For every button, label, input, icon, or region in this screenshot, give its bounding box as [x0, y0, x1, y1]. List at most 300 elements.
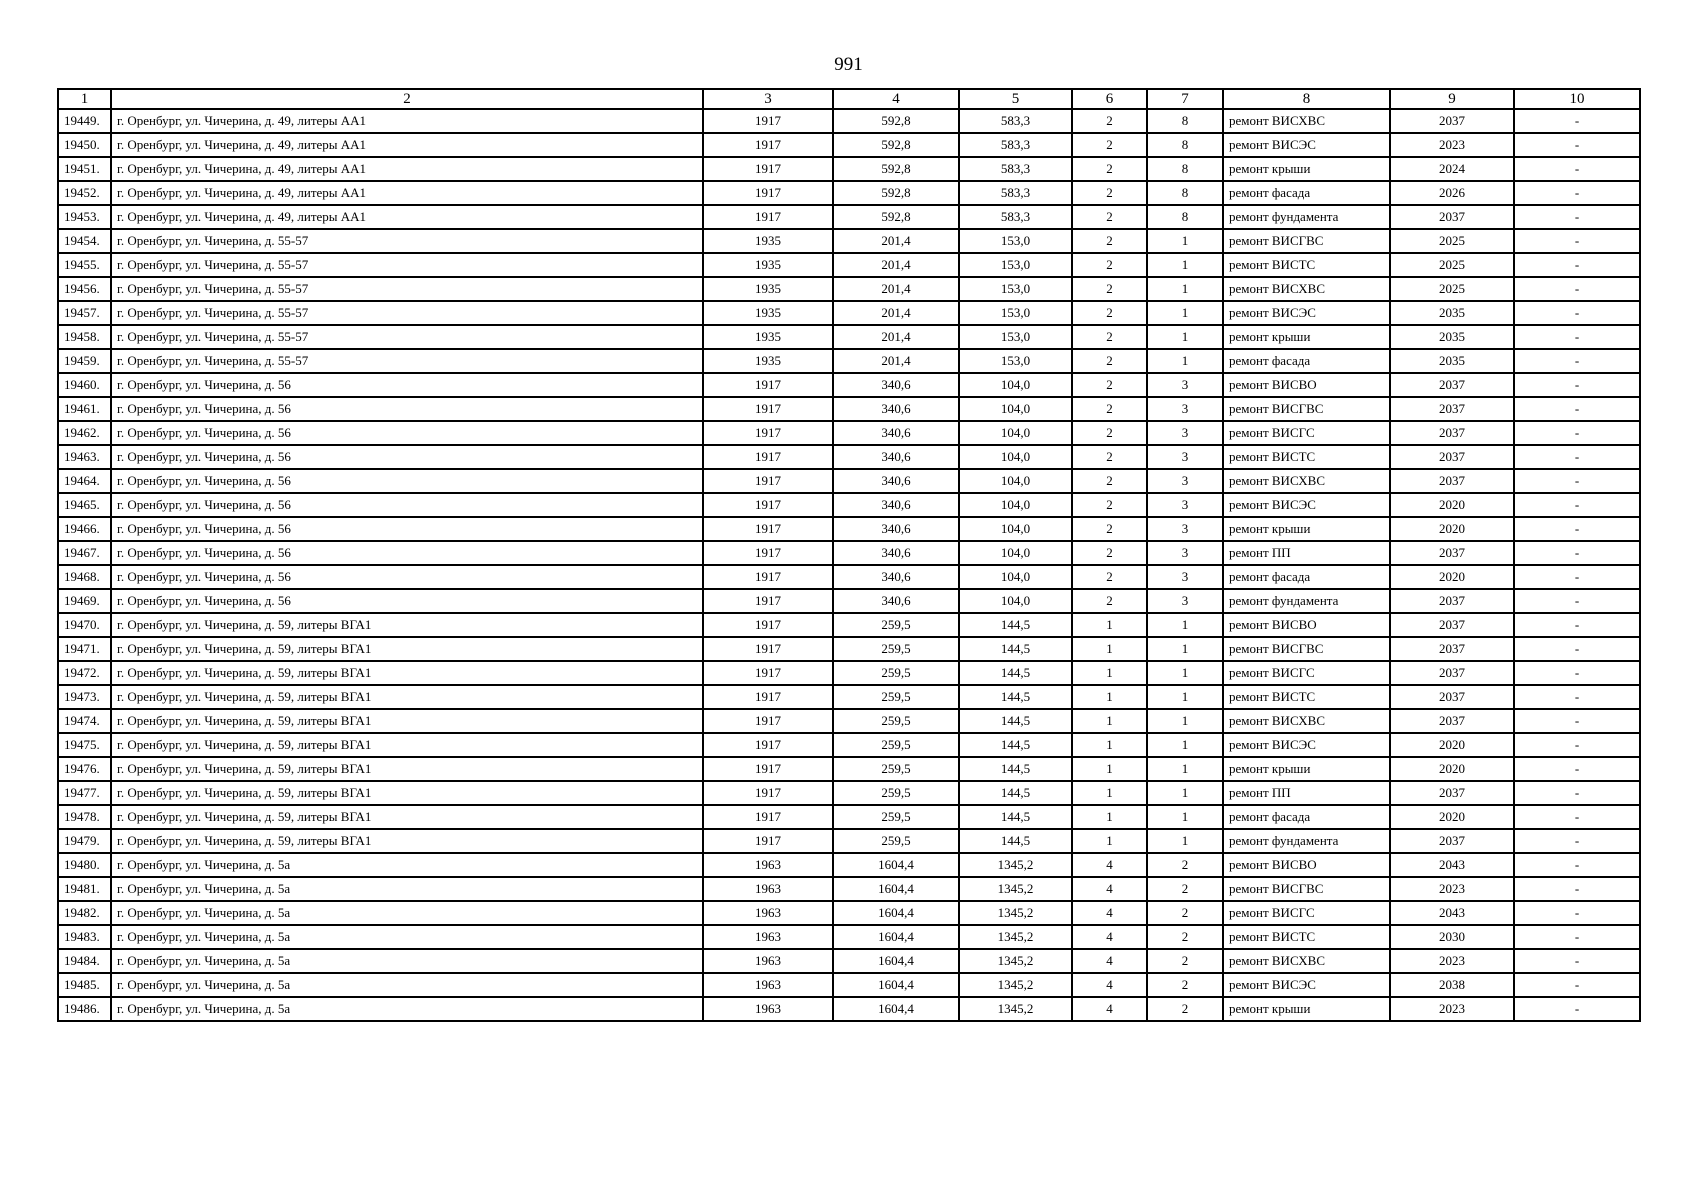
cell-planned-year: 2037 — [1390, 397, 1514, 421]
cell-address: г. Оренбург, ул. Чичерина, д. 56 — [111, 373, 703, 397]
cell-row-number: 19476. — [58, 757, 111, 781]
cell-total-area: 340,6 — [833, 493, 959, 517]
cell-planned-year: 2037 — [1390, 421, 1514, 445]
cell-living-area: 144,5 — [959, 613, 1072, 637]
cell-living-area: 104,0 — [959, 373, 1072, 397]
cell-living-area: 1345,2 — [959, 877, 1072, 901]
cell-work-type: ремонт крыши — [1223, 325, 1390, 349]
cell-work-type: ремонт ВИСХВС — [1223, 109, 1390, 133]
cell-living-area: 153,0 — [959, 301, 1072, 325]
cell-planned-year: 2037 — [1390, 589, 1514, 613]
cell-planned-year: 2043 — [1390, 853, 1514, 877]
cell-planned-year: 2037 — [1390, 445, 1514, 469]
cell-address: г. Оренбург, ул. Чичерина, д. 59, литеры ВГА1 — [111, 613, 703, 637]
cell-apartments: 8 — [1147, 109, 1223, 133]
cell-planned-year: 2023 — [1390, 949, 1514, 973]
column-header: 6 — [1072, 89, 1147, 109]
cell-year-built: 1917 — [703, 637, 833, 661]
column-header: 5 — [959, 89, 1072, 109]
cell-row-number: 19466. — [58, 517, 111, 541]
table-row — [58, 517, 1640, 541]
cell-floors: 4 — [1072, 925, 1147, 949]
cell-living-area: 583,3 — [959, 181, 1072, 205]
cell-floors: 1 — [1072, 613, 1147, 637]
cell-living-area: 153,0 — [959, 277, 1072, 301]
cell-planned-year: 2037 — [1390, 661, 1514, 685]
cell-year-built: 1935 — [703, 325, 833, 349]
cell-note: - — [1514, 373, 1640, 397]
cell-address: г. Оренбург, ул. Чичерина, д. 59, литеры ВГА1 — [111, 781, 703, 805]
cell-note: - — [1514, 469, 1640, 493]
cell-year-built: 1917 — [703, 397, 833, 421]
cell-planned-year: 2023 — [1390, 877, 1514, 901]
cell-total-area: 592,8 — [833, 181, 959, 205]
cell-floors: 1 — [1072, 709, 1147, 733]
cell-apartments: 8 — [1147, 181, 1223, 205]
cell-work-type: ремонт ВИСГВС — [1223, 877, 1390, 901]
cell-note: - — [1514, 901, 1640, 925]
cell-work-type: ремонт фундамента — [1223, 205, 1390, 229]
cell-living-area: 153,0 — [959, 229, 1072, 253]
cell-living-area: 144,5 — [959, 733, 1072, 757]
cell-living-area: 583,3 — [959, 205, 1072, 229]
cell-row-number: 19472. — [58, 661, 111, 685]
cell-floors: 1 — [1072, 829, 1147, 853]
cell-total-area: 340,6 — [833, 469, 959, 493]
cell-row-number: 19477. — [58, 781, 111, 805]
cell-planned-year: 2025 — [1390, 229, 1514, 253]
cell-year-built: 1917 — [703, 421, 833, 445]
cell-work-type: ремонт ВИСХВС — [1223, 277, 1390, 301]
cell-work-type: ремонт крыши — [1223, 157, 1390, 181]
cell-total-area: 340,6 — [833, 541, 959, 565]
cell-living-area: 583,3 — [959, 133, 1072, 157]
cell-apartments: 2 — [1147, 925, 1223, 949]
cell-floors: 2 — [1072, 277, 1147, 301]
cell-note: - — [1514, 781, 1640, 805]
cell-apartments: 8 — [1147, 133, 1223, 157]
header-row — [58, 89, 1640, 109]
cell-row-number: 19486. — [58, 997, 111, 1021]
cell-total-area: 592,8 — [833, 109, 959, 133]
cell-apartments: 2 — [1147, 949, 1223, 973]
table-row — [58, 565, 1640, 589]
cell-note: - — [1514, 589, 1640, 613]
cell-note: - — [1514, 349, 1640, 373]
cell-year-built: 1963 — [703, 901, 833, 925]
cell-address: г. Оренбург, ул. Чичерина, д. 55-57 — [111, 301, 703, 325]
cell-work-type: ремонт ВИСГС — [1223, 421, 1390, 445]
table-row — [58, 373, 1640, 397]
cell-address: г. Оренбург, ул. Чичерина, д. 56 — [111, 493, 703, 517]
cell-work-type: ремонт ВИСХВС — [1223, 949, 1390, 973]
cell-living-area: 104,0 — [959, 541, 1072, 565]
cell-work-type: ремонт ВИСТС — [1223, 445, 1390, 469]
cell-floors: 2 — [1072, 541, 1147, 565]
repair-schedule-table — [57, 88, 1641, 1022]
cell-living-area: 1345,2 — [959, 853, 1072, 877]
cell-living-area: 144,5 — [959, 757, 1072, 781]
cell-apartments: 1 — [1147, 685, 1223, 709]
cell-work-type: ремонт фасада — [1223, 181, 1390, 205]
cell-address: г. Оренбург, ул. Чичерина, д. 59, литеры ВГА1 — [111, 733, 703, 757]
cell-row-number: 19451. — [58, 157, 111, 181]
cell-floors: 2 — [1072, 325, 1147, 349]
cell-address: г. Оренбург, ул. Чичерина, д. 49, литеры АА1 — [111, 181, 703, 205]
column-header: 7 — [1147, 89, 1223, 109]
cell-note: - — [1514, 517, 1640, 541]
cell-total-area: 259,5 — [833, 805, 959, 829]
column-header: 1 — [58, 89, 111, 109]
cell-total-area: 340,6 — [833, 445, 959, 469]
table-row — [58, 301, 1640, 325]
cell-apartments: 3 — [1147, 397, 1223, 421]
cell-planned-year: 2037 — [1390, 709, 1514, 733]
cell-work-type: ремонт ВИСЭС — [1223, 133, 1390, 157]
cell-address: г. Оренбург, ул. Чичерина, д. 56 — [111, 445, 703, 469]
table-row — [58, 877, 1640, 901]
table-row — [58, 661, 1640, 685]
cell-work-type: ремонт ВИСЭС — [1223, 301, 1390, 325]
cell-year-built: 1917 — [703, 493, 833, 517]
cell-note: - — [1514, 685, 1640, 709]
cell-note: - — [1514, 301, 1640, 325]
cell-total-area: 1604,4 — [833, 877, 959, 901]
cell-living-area: 104,0 — [959, 421, 1072, 445]
table-row — [58, 757, 1640, 781]
cell-row-number: 19469. — [58, 589, 111, 613]
cell-work-type: ремонт ВИСВО — [1223, 373, 1390, 397]
cell-note: - — [1514, 757, 1640, 781]
cell-total-area: 259,5 — [833, 685, 959, 709]
cell-floors: 2 — [1072, 109, 1147, 133]
table-row — [58, 637, 1640, 661]
cell-living-area: 144,5 — [959, 637, 1072, 661]
column-header: 9 — [1390, 89, 1514, 109]
cell-row-number: 19481. — [58, 877, 111, 901]
cell-apartments: 3 — [1147, 589, 1223, 613]
table-row — [58, 925, 1640, 949]
cell-living-area: 104,0 — [959, 493, 1072, 517]
cell-address: г. Оренбург, ул. Чичерина, д. 5а — [111, 997, 703, 1021]
cell-address: г. Оренбург, ул. Чичерина, д. 59, литеры ВГА1 — [111, 805, 703, 829]
cell-living-area: 1345,2 — [959, 925, 1072, 949]
cell-work-type: ремонт крыши — [1223, 517, 1390, 541]
table-row — [58, 325, 1640, 349]
cell-row-number: 19450. — [58, 133, 111, 157]
table-row — [58, 685, 1640, 709]
cell-year-built: 1917 — [703, 517, 833, 541]
cell-work-type: ремонт крыши — [1223, 997, 1390, 1021]
cell-living-area: 144,5 — [959, 661, 1072, 685]
cell-total-area: 1604,4 — [833, 973, 959, 997]
cell-row-number: 19465. — [58, 493, 111, 517]
cell-work-type: ремонт ВИСГВС — [1223, 229, 1390, 253]
cell-floors: 1 — [1072, 637, 1147, 661]
cell-planned-year: 2020 — [1390, 517, 1514, 541]
cell-year-built: 1917 — [703, 541, 833, 565]
table-row — [58, 541, 1640, 565]
cell-living-area: 153,0 — [959, 325, 1072, 349]
cell-note: - — [1514, 853, 1640, 877]
cell-note: - — [1514, 277, 1640, 301]
table-row — [58, 853, 1640, 877]
cell-planned-year: 2030 — [1390, 925, 1514, 949]
cell-year-built: 1917 — [703, 805, 833, 829]
cell-apartments: 2 — [1147, 973, 1223, 997]
cell-planned-year: 2037 — [1390, 613, 1514, 637]
cell-year-built: 1963 — [703, 925, 833, 949]
cell-apartments: 1 — [1147, 829, 1223, 853]
table-row — [58, 829, 1640, 853]
cell-note: - — [1514, 949, 1640, 973]
table-row — [58, 205, 1640, 229]
table-row — [58, 949, 1640, 973]
cell-total-area: 259,5 — [833, 733, 959, 757]
cell-year-built: 1917 — [703, 109, 833, 133]
cell-row-number: 19464. — [58, 469, 111, 493]
cell-year-built: 1917 — [703, 205, 833, 229]
cell-total-area: 1604,4 — [833, 901, 959, 925]
cell-note: - — [1514, 133, 1640, 157]
cell-note: - — [1514, 421, 1640, 445]
table-row — [58, 901, 1640, 925]
cell-total-area: 592,8 — [833, 205, 959, 229]
cell-planned-year: 2020 — [1390, 493, 1514, 517]
cell-year-built: 1935 — [703, 301, 833, 325]
table-body — [58, 109, 1640, 1021]
cell-note: - — [1514, 205, 1640, 229]
cell-planned-year: 2037 — [1390, 781, 1514, 805]
cell-total-area: 340,6 — [833, 397, 959, 421]
column-header: 4 — [833, 89, 959, 109]
cell-work-type: ремонт ВИСТС — [1223, 253, 1390, 277]
cell-year-built: 1917 — [703, 709, 833, 733]
cell-address: г. Оренбург, ул. Чичерина, д. 56 — [111, 517, 703, 541]
column-header: 3 — [703, 89, 833, 109]
cell-year-built: 1917 — [703, 613, 833, 637]
cell-work-type: ремонт ВИСГВС — [1223, 637, 1390, 661]
cell-floors: 2 — [1072, 469, 1147, 493]
cell-work-type: ремонт ВИСГС — [1223, 661, 1390, 685]
cell-note: - — [1514, 181, 1640, 205]
cell-address: г. Оренбург, ул. Чичерина, д. 56 — [111, 421, 703, 445]
cell-work-type: ремонт ВИСТС — [1223, 925, 1390, 949]
cell-year-built: 1917 — [703, 445, 833, 469]
cell-floors: 2 — [1072, 133, 1147, 157]
cell-floors: 4 — [1072, 997, 1147, 1021]
cell-planned-year: 2023 — [1390, 133, 1514, 157]
cell-note: - — [1514, 157, 1640, 181]
cell-row-number: 19474. — [58, 709, 111, 733]
cell-work-type: ремонт ВИСВО — [1223, 613, 1390, 637]
cell-apartments: 2 — [1147, 901, 1223, 925]
cell-floors: 2 — [1072, 445, 1147, 469]
cell-year-built: 1917 — [703, 757, 833, 781]
cell-work-type: ремонт ПП — [1223, 541, 1390, 565]
cell-work-type: ремонт ВИСЭС — [1223, 973, 1390, 997]
table-row — [58, 253, 1640, 277]
cell-floors: 1 — [1072, 757, 1147, 781]
table-row — [58, 157, 1640, 181]
cell-planned-year: 2037 — [1390, 109, 1514, 133]
cell-planned-year: 2037 — [1390, 685, 1514, 709]
cell-planned-year: 2025 — [1390, 277, 1514, 301]
cell-planned-year: 2037 — [1390, 637, 1514, 661]
cell-address: г. Оренбург, ул. Чичерина, д. 49, литеры АА1 — [111, 157, 703, 181]
cell-total-area: 259,5 — [833, 613, 959, 637]
cell-year-built: 1917 — [703, 733, 833, 757]
cell-apartments: 8 — [1147, 205, 1223, 229]
cell-year-built: 1917 — [703, 589, 833, 613]
cell-apartments: 1 — [1147, 349, 1223, 373]
cell-row-number: 19482. — [58, 901, 111, 925]
cell-note: - — [1514, 253, 1640, 277]
cell-living-area: 1345,2 — [959, 997, 1072, 1021]
cell-year-built: 1963 — [703, 997, 833, 1021]
cell-note: - — [1514, 877, 1640, 901]
cell-planned-year: 2023 — [1390, 997, 1514, 1021]
cell-planned-year: 2037 — [1390, 541, 1514, 565]
cell-address: г. Оренбург, ул. Чичерина, д. 5а — [111, 973, 703, 997]
cell-apartments: 2 — [1147, 997, 1223, 1021]
cell-planned-year: 2043 — [1390, 901, 1514, 925]
cell-total-area: 340,6 — [833, 565, 959, 589]
cell-work-type: ремонт фасада — [1223, 805, 1390, 829]
cell-work-type: ремонт ВИСХВС — [1223, 709, 1390, 733]
table-row — [58, 421, 1640, 445]
cell-living-area: 153,0 — [959, 253, 1072, 277]
cell-work-type: ремонт фасада — [1223, 349, 1390, 373]
table-row — [58, 973, 1640, 997]
cell-planned-year: 2020 — [1390, 757, 1514, 781]
cell-floors: 1 — [1072, 805, 1147, 829]
column-header: 8 — [1223, 89, 1390, 109]
cell-floors: 2 — [1072, 253, 1147, 277]
cell-address: г. Оренбург, ул. Чичерина, д. 55-57 — [111, 325, 703, 349]
cell-planned-year: 2035 — [1390, 349, 1514, 373]
cell-note: - — [1514, 709, 1640, 733]
cell-floors: 2 — [1072, 349, 1147, 373]
cell-living-area: 104,0 — [959, 469, 1072, 493]
cell-floors: 4 — [1072, 901, 1147, 925]
cell-note: - — [1514, 973, 1640, 997]
cell-apartments: 3 — [1147, 469, 1223, 493]
cell-total-area: 592,8 — [833, 133, 959, 157]
cell-address: г. Оренбург, ул. Чичерина, д. 5а — [111, 877, 703, 901]
cell-year-built: 1917 — [703, 181, 833, 205]
cell-total-area: 259,5 — [833, 709, 959, 733]
cell-apartments: 3 — [1147, 565, 1223, 589]
cell-note: - — [1514, 397, 1640, 421]
cell-apartments: 1 — [1147, 637, 1223, 661]
cell-apartments: 1 — [1147, 661, 1223, 685]
cell-living-area: 1345,2 — [959, 973, 1072, 997]
cell-row-number: 19468. — [58, 565, 111, 589]
cell-apartments: 1 — [1147, 277, 1223, 301]
cell-address: г. Оренбург, ул. Чичерина, д. 56 — [111, 565, 703, 589]
cell-apartments: 1 — [1147, 781, 1223, 805]
cell-work-type: ремонт фасада — [1223, 565, 1390, 589]
cell-living-area: 144,5 — [959, 781, 1072, 805]
cell-apartments: 1 — [1147, 733, 1223, 757]
table-row — [58, 493, 1640, 517]
cell-note: - — [1514, 613, 1640, 637]
cell-total-area: 201,4 — [833, 229, 959, 253]
cell-row-number: 19461. — [58, 397, 111, 421]
cell-floors: 2 — [1072, 421, 1147, 445]
column-header: 10 — [1514, 89, 1640, 109]
cell-year-built: 1917 — [703, 565, 833, 589]
cell-year-built: 1935 — [703, 349, 833, 373]
cell-row-number: 19478. — [58, 805, 111, 829]
cell-planned-year: 2037 — [1390, 205, 1514, 229]
cell-row-number: 19483. — [58, 925, 111, 949]
cell-floors: 4 — [1072, 973, 1147, 997]
cell-total-area: 259,5 — [833, 757, 959, 781]
cell-address: г. Оренбург, ул. Чичерина, д. 55-57 — [111, 349, 703, 373]
cell-row-number: 19470. — [58, 613, 111, 637]
table-row — [58, 445, 1640, 469]
cell-year-built: 1935 — [703, 253, 833, 277]
table-row — [58, 397, 1640, 421]
cell-note: - — [1514, 109, 1640, 133]
cell-total-area: 340,6 — [833, 421, 959, 445]
table-row — [58, 133, 1640, 157]
cell-address: г. Оренбург, ул. Чичерина, д. 49, литеры АА1 — [111, 133, 703, 157]
cell-planned-year: 2020 — [1390, 565, 1514, 589]
table-row — [58, 229, 1640, 253]
cell-address: г. Оренбург, ул. Чичерина, д. 56 — [111, 469, 703, 493]
cell-note: - — [1514, 661, 1640, 685]
cell-address: г. Оренбург, ул. Чичерина, д. 59, литеры ВГА1 — [111, 757, 703, 781]
cell-note: - — [1514, 829, 1640, 853]
cell-apartments: 3 — [1147, 373, 1223, 397]
cell-work-type: ремонт ВИСГС — [1223, 901, 1390, 925]
page-number: 991 — [834, 54, 863, 75]
cell-apartments: 2 — [1147, 877, 1223, 901]
cell-floors: 4 — [1072, 853, 1147, 877]
cell-row-number: 19479. — [58, 829, 111, 853]
cell-total-area: 201,4 — [833, 325, 959, 349]
cell-year-built: 1963 — [703, 877, 833, 901]
cell-apartments: 1 — [1147, 301, 1223, 325]
cell-living-area: 1345,2 — [959, 901, 1072, 925]
cell-year-built: 1917 — [703, 469, 833, 493]
column-header: 2 — [111, 89, 703, 109]
cell-row-number: 19463. — [58, 445, 111, 469]
cell-work-type: ремонт ВИСГВС — [1223, 397, 1390, 421]
cell-row-number: 19452. — [58, 181, 111, 205]
cell-row-number: 19460. — [58, 373, 111, 397]
cell-floors: 4 — [1072, 949, 1147, 973]
cell-year-built: 1963 — [703, 973, 833, 997]
cell-address: г. Оренбург, ул. Чичерина, д. 55-57 — [111, 277, 703, 301]
cell-row-number: 19484. — [58, 949, 111, 973]
cell-address: г. Оренбург, ул. Чичерина, д. 5а — [111, 949, 703, 973]
cell-living-area: 144,5 — [959, 805, 1072, 829]
cell-apartments: 3 — [1147, 445, 1223, 469]
cell-total-area: 1604,4 — [833, 853, 959, 877]
cell-work-type: ремонт фундамента — [1223, 589, 1390, 613]
cell-year-built: 1917 — [703, 781, 833, 805]
cell-address: г. Оренбург, ул. Чичерина, д. 59, литеры ВГА1 — [111, 685, 703, 709]
cell-address: г. Оренбург, ул. Чичерина, д. 55-57 — [111, 253, 703, 277]
cell-total-area: 201,4 — [833, 277, 959, 301]
cell-planned-year: 2035 — [1390, 325, 1514, 349]
cell-total-area: 259,5 — [833, 829, 959, 853]
cell-year-built: 1917 — [703, 829, 833, 853]
